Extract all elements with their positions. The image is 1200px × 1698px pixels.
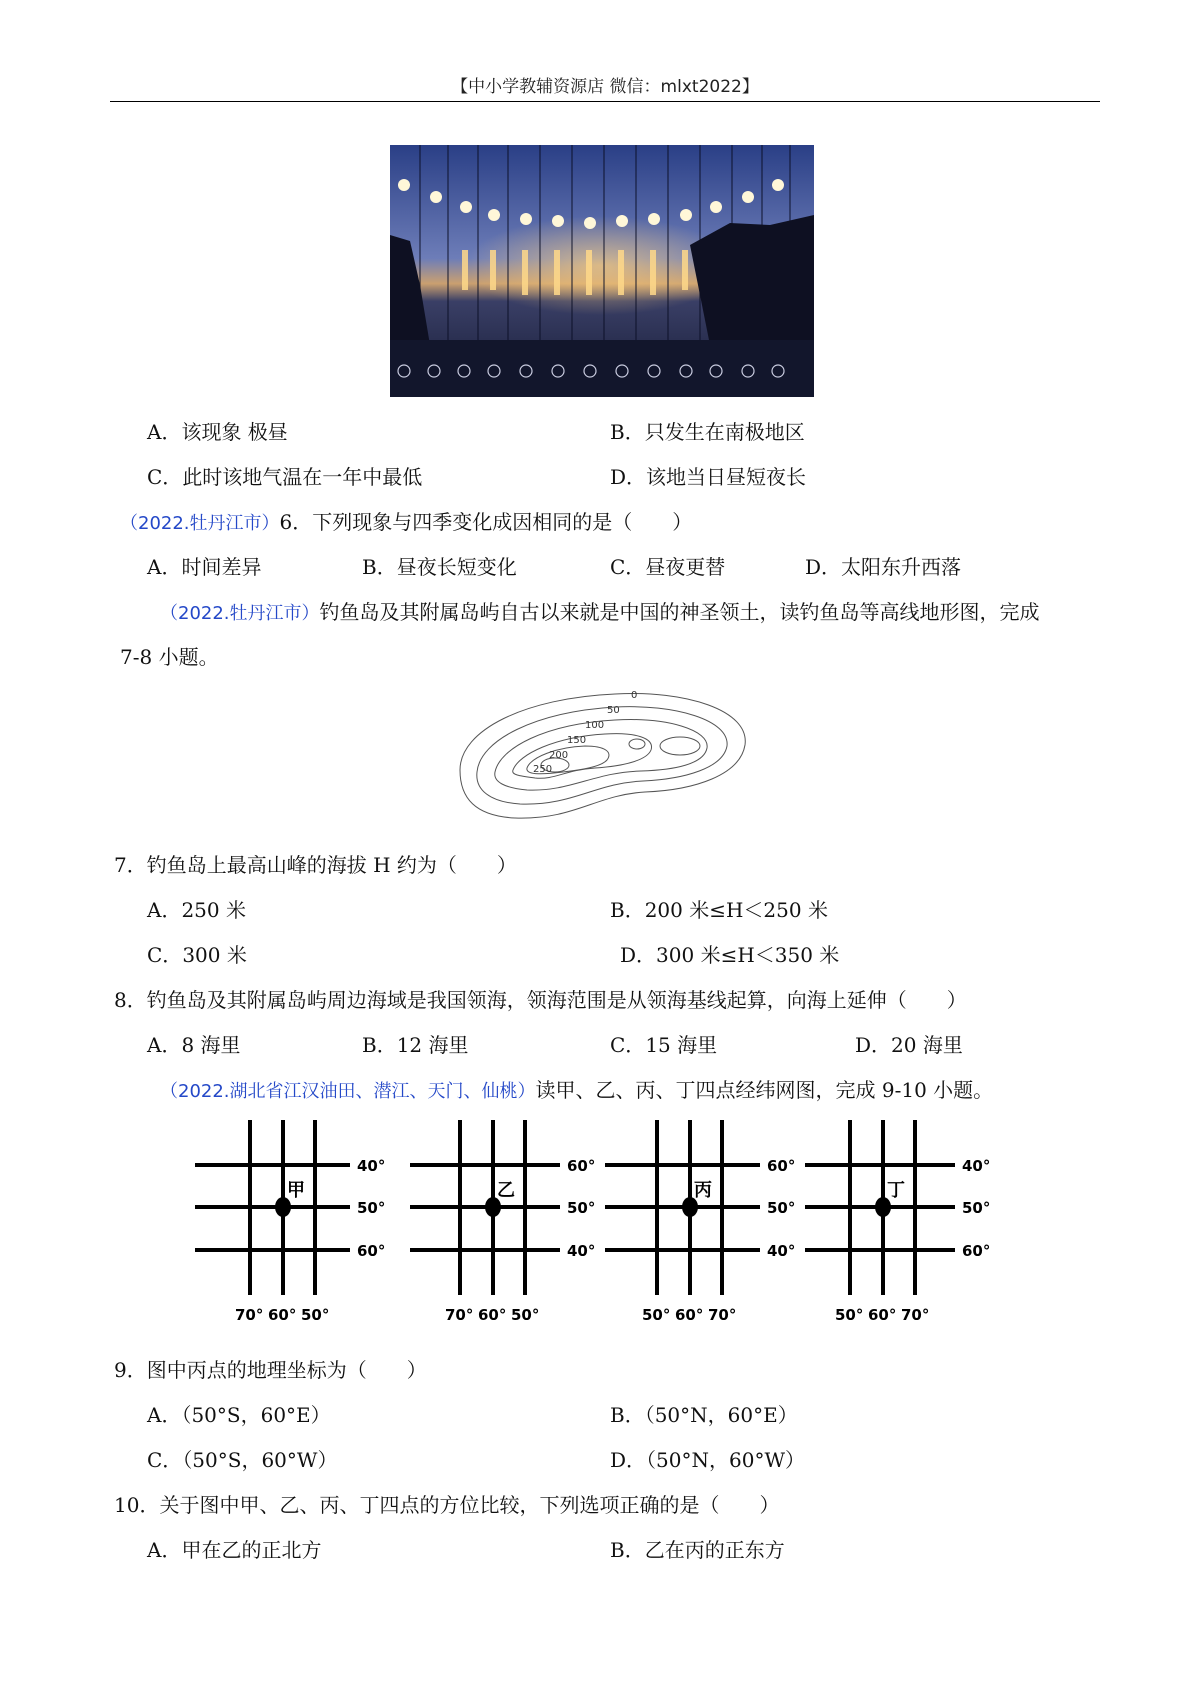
option-d[interactable]: D．该地当日昼短夜长 [610, 465, 807, 489]
contour-label-250: 250 [533, 764, 553, 775]
sun-timelapse-photo [390, 145, 814, 397]
q7-option-c[interactable]: C．300 米 [147, 943, 247, 967]
q10-option-b[interactable]: B．乙在丙的正东方 [610, 1538, 785, 1562]
map1-lat-label: 50° [357, 1199, 386, 1217]
option-a[interactable]: A．该现象 极昼 [147, 420, 288, 444]
map2-lon-label: 60° [478, 1306, 507, 1324]
question-7-stem: 7．钓鱼岛上最高山峰的海拔 H 约为（ ） [114, 853, 517, 877]
map3-lat-label: 60° [767, 1157, 796, 1175]
q8-option-b[interactable]: B．12 海里 [362, 1033, 469, 1057]
map3-lon-label: 50° [642, 1306, 671, 1324]
q8-option-d[interactable]: D．20 海里 [855, 1033, 963, 1057]
intro-9-10: （2022.湖北省江汉油田、潜江、天门、仙桃）读甲、乙、丙、丁四点经纬网图，完成 9-10 小题。 [160, 1078, 994, 1102]
q6-option-c[interactable]: C．昼夜更替 [610, 555, 726, 579]
contour-map [455, 680, 755, 825]
q7-option-a[interactable]: A．250 米 [147, 898, 246, 922]
map3-lat-label: 50° [767, 1199, 796, 1217]
q9-option-b[interactable]: B．（50°N，60°E） [610, 1403, 798, 1427]
contour-label-0: 0 [631, 690, 638, 701]
question-10-stem: 10．关于图中甲、乙、丙、丁四点的方位比较，下列选项正确的是（ ） [114, 1493, 780, 1517]
point-label-ding: 丁 [887, 1180, 905, 1201]
option-c[interactable]: C．此时该地气温在一年中最低 [147, 465, 423, 489]
map3-lon-label: 60° [675, 1306, 704, 1324]
map1-lon-label: 50° [301, 1306, 330, 1324]
map1-lon-label: 60° [268, 1306, 297, 1324]
map4-lon-label: 60° [868, 1306, 897, 1324]
q7-option-d[interactable]: D．300 米≤H＜350 米 [620, 943, 840, 967]
intro-7-8-line1: （2022.牡丹江市）钓鱼岛及其附属岛屿自古以来就是中国的神圣领土，读钓鱼岛等高线地形图，完成 [160, 600, 1040, 624]
q8-option-a[interactable]: A．8 海里 [147, 1033, 241, 1057]
lat-lon-grid-maps [195, 1120, 1015, 1325]
map2-lon-label: 70° [445, 1306, 474, 1324]
question-9-stem: 9．图中丙点的地理坐标为（ ） [114, 1358, 427, 1382]
point-label-bing: 丙 [694, 1180, 712, 1201]
map1-lat-label: 40° [357, 1157, 386, 1175]
point-label-jia: 甲 [287, 1180, 305, 1201]
point-label-yi: 乙 [497, 1180, 515, 1201]
option-b[interactable]: B．只发生在南极地区 [610, 420, 805, 444]
map1-lon-label: 70° [235, 1306, 264, 1324]
question-6-source: （2022.牡丹江市） [120, 513, 280, 534]
contour-label-150: 150 [567, 735, 587, 746]
page-header: 【中小学教辅资源店 微信：mlxt2022】 [451, 77, 759, 97]
contour-label-200: 200 [549, 750, 569, 761]
q6-option-a[interactable]: A．时间差异 [147, 555, 262, 579]
q9-option-c[interactable]: C．（50°S，60°W） [147, 1448, 338, 1472]
q7-option-b[interactable]: B．200 米≤H＜250 米 [610, 898, 828, 922]
q10-option-a[interactable]: A．甲在乙的正北方 [147, 1538, 322, 1562]
map3-lat-label: 40° [767, 1242, 796, 1260]
q9-option-a[interactable]: A．（50°S，60°E） [147, 1403, 331, 1427]
map2-lat-label: 40° [567, 1242, 596, 1260]
question-8-stem: 8．钓鱼岛及其附属岛屿周边海域是我国领海，领海范围是从领海基线起算，向海上延伸（ ） [114, 988, 967, 1012]
map2-lon-label: 50° [511, 1306, 540, 1324]
q6-option-d[interactable]: D．太阳东升西落 [805, 555, 962, 579]
contour-label-100: 100 [585, 720, 605, 731]
intro-7-8-line2: 7-8 小题。 [120, 645, 219, 669]
map3-lon-label: 70° [708, 1306, 737, 1324]
map2-lat-label: 60° [567, 1157, 596, 1175]
map4-lat-label: 40° [962, 1157, 991, 1175]
map4-lon-label: 70° [901, 1306, 930, 1324]
map4-lon-label: 50° [835, 1306, 864, 1324]
q9-option-d[interactable]: D．（50°N，60°W） [610, 1448, 806, 1472]
q8-option-c[interactable]: C．15 海里 [610, 1033, 718, 1057]
map1-lat-label: 60° [357, 1242, 386, 1260]
map4-lat-label: 50° [962, 1199, 991, 1217]
map4-lat-label: 60° [962, 1242, 991, 1260]
map2-lat-label: 50° [567, 1199, 596, 1217]
header-rule [110, 101, 1100, 102]
question-6-stem: （2022.牡丹江市）6．下列现象与四季变化成因相同的是（ ） [120, 510, 693, 534]
contour-label-50: 50 [607, 705, 620, 716]
q6-option-b[interactable]: B．昼夜长短变化 [362, 555, 517, 579]
